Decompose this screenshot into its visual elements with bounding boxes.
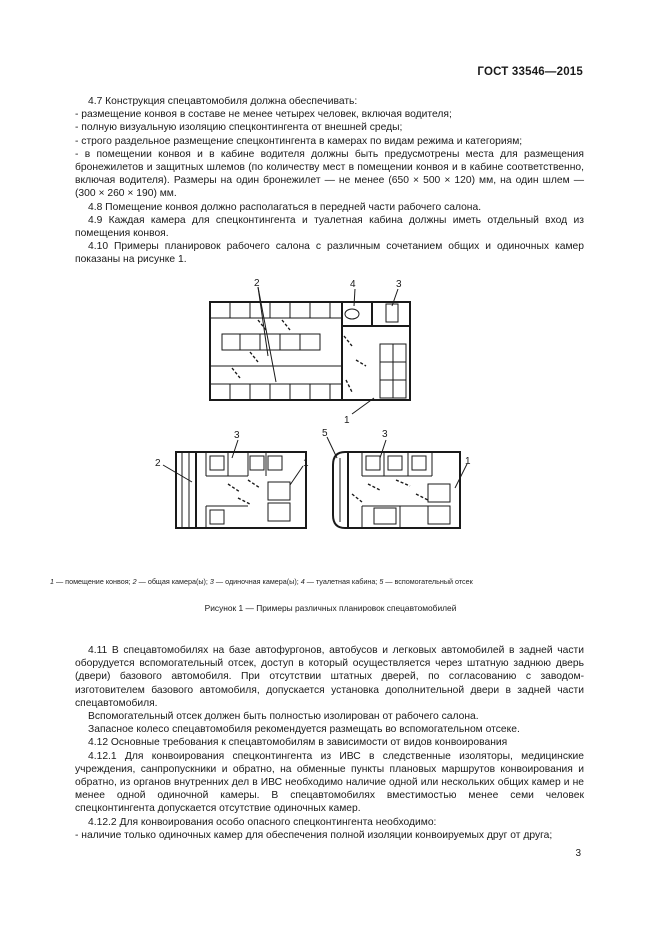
paragraph: 4.10 Примеры планировок рабочего салона с различным сочетанием общих и одиночных камер показаны на рисунке 1. <box>75 241 584 266</box>
section-4-11-to-4-12 <box>75 644 584 842</box>
legend-text: — туалетная кабина; <box>304 577 380 586</box>
label-1-right: 1 <box>465 456 471 467</box>
paragraph: 4.12 Основные требования к спецавтомобилям в зависимости от видов конвоирования <box>88 737 508 749</box>
label-3-left: 3 <box>234 430 240 441</box>
layout-figure <box>0 278 661 590</box>
label-1-top: 1 <box>344 415 350 426</box>
legend-num: 2 <box>132 577 137 586</box>
paragraph: Запасное колесо спецавтомобиля рекомендуется размещать во вспомогательном отсеке. <box>88 724 520 736</box>
legend-num: 1 <box>50 577 54 586</box>
layout-bottom-right <box>333 452 460 528</box>
list-item: - полную визуальную изоляцию спецконтингента от внешней среды; <box>75 122 403 134</box>
layout-bottom-left <box>176 452 306 528</box>
standard-header: ГОСТ 33546—2015 <box>477 66 583 78</box>
legend-num: 5 <box>379 577 384 586</box>
label-1-left: 1 <box>303 458 309 469</box>
paragraph: Вспомогательный отсек должен быть полностью изолирован от рабочего салона. <box>88 711 479 723</box>
label-4-top: 4 <box>350 279 356 290</box>
label-3-top: 3 <box>396 279 402 290</box>
section-4-7-to-4-10 <box>75 95 584 267</box>
label-2-top: 2 <box>254 278 260 289</box>
paragraph: 4.7 Конструкция спецавтомобиля должна обеспечивать: <box>88 96 358 107</box>
legend-num: 3 <box>209 577 214 586</box>
paragraph: 4.12.1 Для конвоирования спецконтингента из ИВС в следственные изоляторы, медицинские учреждения, санпропускники и обратно, на обменные пункты плановых маршрутов конвоирования и обратно, из органов внутренних дел в ИВС необходимо наличие одной или нескольких общих камер и не менее одной одиночной камеры. В спецавтомобилях вместимостью менее семи человек спецконтингента допускается отсутствие одиночных камер. <box>75 750 584 815</box>
paragraph: 4.8 Помещение конвоя должно располагаться в передней части рабочего салона. <box>88 201 482 213</box>
legend-text: — общая камера(ы); <box>136 577 210 586</box>
legend-text: — помещение конвоя; <box>54 577 133 586</box>
list-item: - наличие только одиночных камер для обеспечения полной изоляции конвоируемых друг от друга; <box>75 829 553 841</box>
figure-legend <box>50 577 610 586</box>
page-number: 3 <box>575 848 581 859</box>
legend-text: — вспомогательный отсек <box>383 577 473 586</box>
paragraph: 4.12.2 Для конвоирования особо опасного спецконтингента необходимо: <box>88 816 437 828</box>
list-item: - размещение конвоя в составе не менее четырех человек, включая водителя; <box>75 109 452 121</box>
paragraph: 4.9 Каждая камера для спецконтингента и туалетная кабина должны иметь отдельный вход из помещения конвоя. <box>75 214 584 240</box>
paragraph: 4.11 В спецавтомобилях на базе автофургонов, автобусов и легковых автомобилей в задней части оборудуется вспомогательный отсек, доступ в который осуществляется через штатную заднюю дверь (двери) базового автомобиля. При отсутствии штатных дверей, по согласованию с заводом-изготовителем базового автомобиля, допускается установка дополнительной двери в задней части спецавтомобиля. <box>75 645 584 709</box>
label-3-right: 3 <box>382 429 388 440</box>
legend-num: 4 <box>300 577 305 586</box>
list-item: - строго раздельное размещение спецконтингента в камерах по видам режима и категориям; <box>75 135 523 147</box>
label-5-right: 5 <box>322 428 328 439</box>
figure-caption: Рисунок 1 — Примеры различных планировок спецавтомобилей <box>204 603 457 613</box>
layout-top <box>210 302 410 400</box>
legend-text: — одиночная камера(ы); <box>213 577 301 586</box>
list-item: - в помещении конвоя и в кабине водителя должны быть предусмотрены места для размещения бронежилетов и защитных шлемов (по количеству мест в помещении конвоя и в кабине соответственно, включая водителя). Размеры на один бронежилет — не менее (650 × 500 × 120) мм, на один шлем — (300 × 260 × 190) мм. <box>75 148 584 200</box>
label-2-left: 2 <box>155 458 161 469</box>
